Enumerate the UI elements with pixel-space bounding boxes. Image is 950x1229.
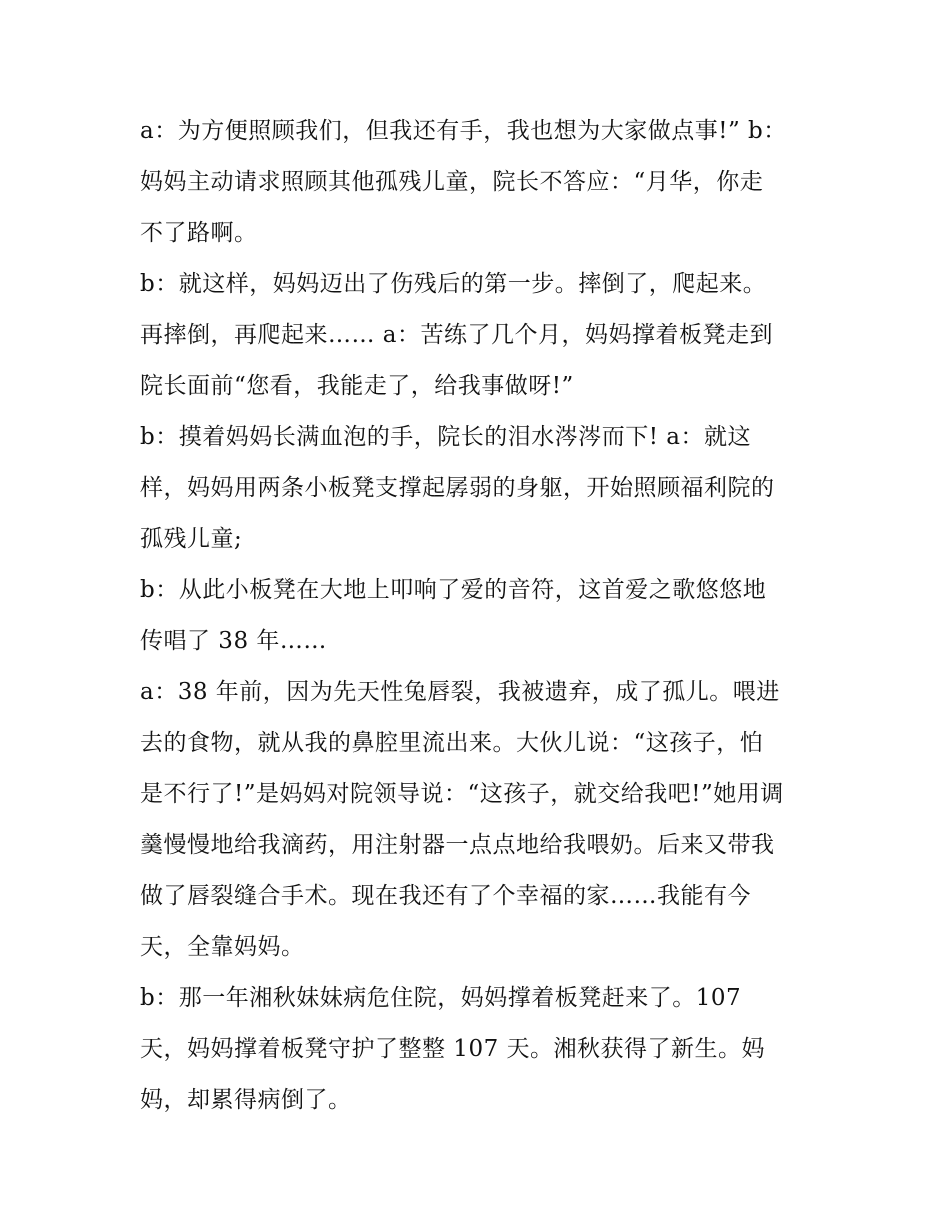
text-line: 天，妈妈撑着板凳守护了整整 107 天。湘秋获得了新生。妈 <box>140 1036 766 1062</box>
text-line: 妈妈主动请求照顾其他孤残儿童，院长不答应：“月华，你走 <box>140 169 764 195</box>
text-line: a：38 年前，因为先天性兔唇裂，我被遗弃，成了孤儿。喂进 <box>140 679 780 705</box>
text-line: 不了路啊。 <box>140 220 258 246</box>
text-line: b：那一年湘秋妹妹病危住院，妈妈撑着板凳赶来了。107 <box>140 985 742 1011</box>
text-line: 样，妈妈用两条小板凳支撑起孱弱的身躯，开始照顾福利院的 <box>140 475 775 501</box>
text-line: 再摔倒，再爬起来…… a：苦练了几个月，妈妈撑着板凳走到 <box>140 322 774 348</box>
text-line: 做了唇裂缝合手术。现在我还有了个幸福的家……我能有今 <box>140 883 751 909</box>
text-line: 是不行了!”是妈妈对院领导说：“这孩子，就交给我吧!”她用调 <box>140 781 784 807</box>
text-line: a：为方便照顾我们，但我还有手，我也想为大家做点事!” b： <box>140 118 787 144</box>
text-line: 院长面前“您看，我能走了，给我事做呀!” <box>140 373 574 399</box>
text-line: b：从此小板凳在大地上叩响了爱的音符，这首爱之歌悠悠地 <box>140 577 767 603</box>
text-line: 天，全靠妈妈。 <box>140 934 305 960</box>
text-line: 妈，却累得病倒了。 <box>140 1087 352 1113</box>
text-line: 羹慢慢地给我滴药，用注射器一点点地给我喂奶。后来又带我 <box>140 832 775 858</box>
document-body <box>140 106 820 1126</box>
text-line: 传唱了 38 年…… <box>140 628 327 654</box>
text-line: 去的食物，就从我的鼻腔里流出来。大伙儿说：“这孩子，怕 <box>140 730 764 756</box>
text-line: b：摸着妈妈长满血泡的手，院长的泪水涔涔而下! a：就这 <box>140 424 751 450</box>
text-line: b：就这样，妈妈迈出了伤残后的第一步。摔倒了，爬起来。 <box>140 271 767 297</box>
text-line: 孤残儿童; <box>140 526 243 552</box>
